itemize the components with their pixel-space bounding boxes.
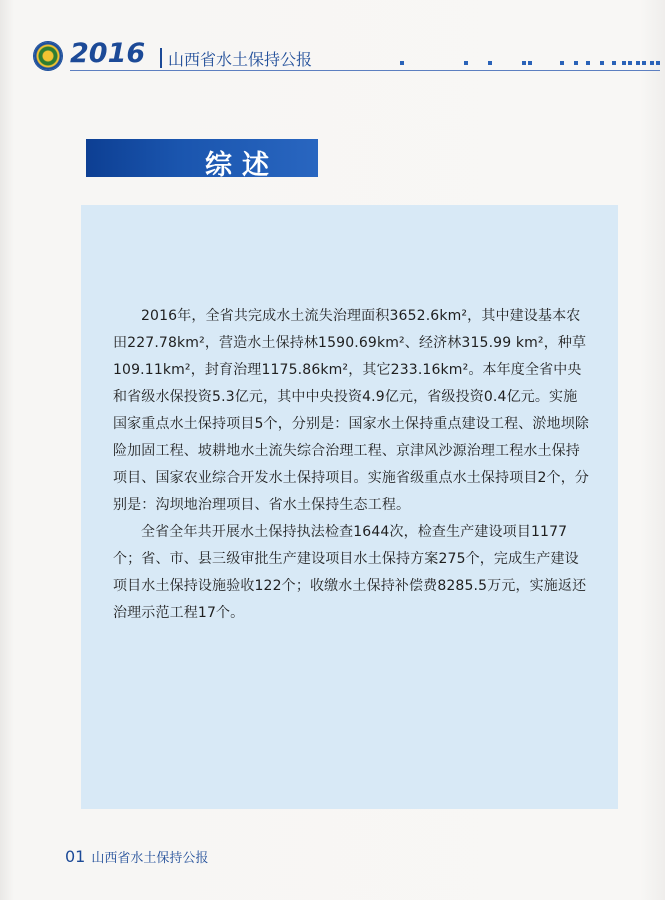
section-title: 综述 (205, 150, 279, 181)
decorative-dots (390, 56, 662, 70)
decorative-dot (464, 61, 468, 65)
decorative-dot (488, 61, 492, 65)
paragraph-enforcement: 全省全年共开展水土保持执法检查1644次，检查生产建设项目1177个；省、市、县三级审批生产建设项目水土保持方案275个，完成生产建设项目水土保持设施验收122个；收缴水土保持补偿费8285.5万元，实施返还治理示范工程17个。 (113, 524, 587, 621)
page-number: 01 (65, 847, 86, 866)
decorative-dot (574, 61, 578, 65)
page-footer (65, 847, 208, 866)
header-title: 山西省水土保持公报 (168, 50, 313, 69)
footer-title: 山西省水土保持公报 (91, 851, 209, 866)
summary-text (113, 303, 589, 627)
header-year: 2016 (70, 38, 146, 69)
header-divider (160, 48, 162, 68)
emblem-logo-icon (34, 42, 62, 70)
decorative-dot (622, 61, 626, 65)
decorative-dot (400, 61, 404, 65)
decorative-dot (650, 61, 654, 65)
page-header (30, 36, 662, 76)
section-title-bar (86, 139, 318, 177)
decorative-dot (656, 61, 660, 65)
decorative-dot (528, 61, 532, 65)
decorative-dot (586, 61, 590, 65)
paragraph-investment: 2016年，全省共完成水土流失治理面积3652.6km²，其中建设基本农田227.78km²，营造水土保持林1590.69km²、经济林315.99 km²，种草109.11km²，封育治理1175.86km²，其它233.16km²。本年度全省中央和省级水保投资5.3亿元，其中中央投资4.9亿元，省级投资0.4亿元。实施国家重点水土保持项目5个，分别是：国家水土保持重点建设工程、淤地坝除险加固工程、坡耕地水土流失综合治理工程、京津风沙源治理工程水土保持项目、国家农业综合开发水土保持项目。实施省级重点水土保持项目2个，分别是：沟坝地治理项目、省水土保持生态工程。 (113, 308, 590, 513)
decorative-dot (522, 61, 526, 65)
decorative-dot (600, 61, 604, 65)
decorative-dot (560, 61, 564, 65)
decorative-dot (628, 61, 632, 65)
decorative-dot (636, 61, 640, 65)
decorative-dot (642, 61, 646, 65)
decorative-dot (612, 61, 616, 65)
header-rule (70, 70, 660, 71)
